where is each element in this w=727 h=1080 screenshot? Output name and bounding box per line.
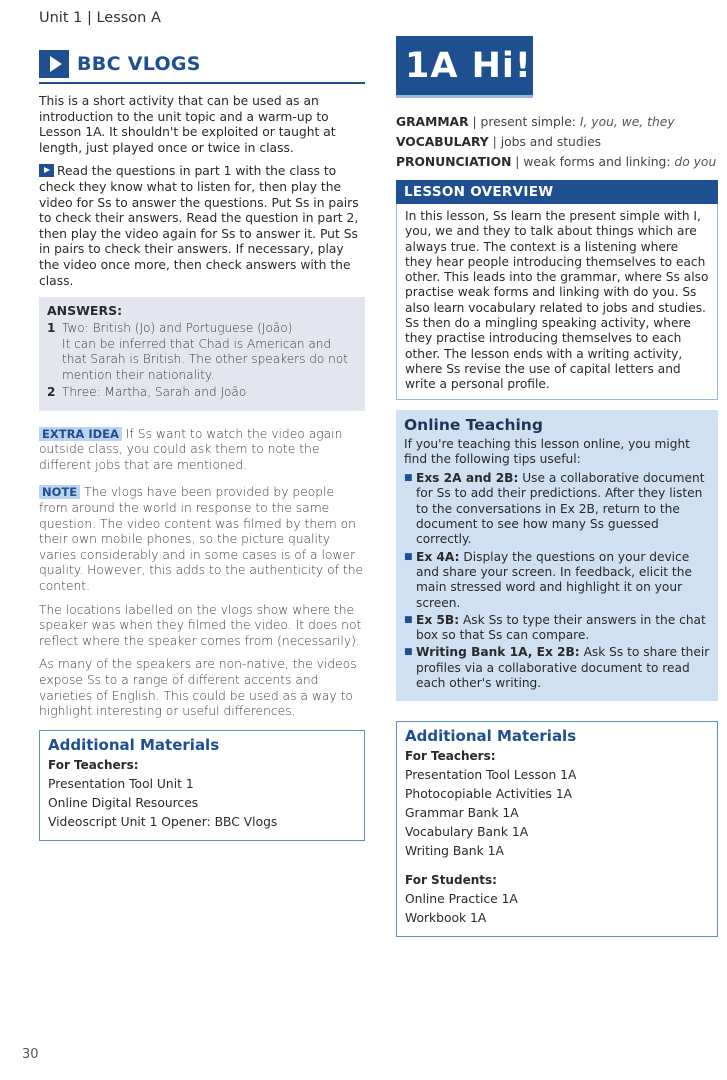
material-item: Online Practice 1A xyxy=(405,892,518,907)
answer-extra: It can be inferred that Chad is American and that Sarah is British. The other speakers do not mention their nationality. xyxy=(62,336,348,382)
speakers-paragraph: As many of the speakers are non-native, the videos expose Ss to a range of different accents and varieties of English. This could be used as a way to highlight interesting or useful differences. xyxy=(39,657,357,719)
square-bullet-icon: ■ xyxy=(404,473,413,484)
heading-rule xyxy=(39,82,365,84)
tip-item xyxy=(404,613,710,644)
grammar-label: GRAMMAR xyxy=(396,115,469,129)
bbc-vlogs-title: BBC VLOGS xyxy=(77,53,201,75)
tip-content xyxy=(416,550,710,611)
for-students-label: For Students: xyxy=(405,873,497,888)
material-item: Online Digital Resources xyxy=(48,795,199,810)
material-item: Vocabulary Bank 1A xyxy=(405,825,529,840)
material-item: Presentation Tool Unit 1 xyxy=(48,776,194,791)
tip-content xyxy=(416,645,710,691)
pron-example: do you xyxy=(674,155,717,169)
square-bullet-icon: ■ xyxy=(404,647,413,658)
lesson-badge: 1A Hi! xyxy=(396,36,533,98)
pron-label: PRONUNCIATION xyxy=(396,155,512,169)
grammar-example: I, you, we, they xyxy=(579,115,675,129)
tip-text: Display the questions on your device and share your screen. In feedback, elicit the main stressed word and highlight it on your screen. xyxy=(416,549,692,610)
note xyxy=(39,485,365,594)
note-tag: NOTE xyxy=(39,485,80,499)
material-item: Writing Bank 1A xyxy=(405,844,504,859)
answer-number: 1 xyxy=(47,321,56,336)
answers-title: ANSWERS: xyxy=(47,303,123,319)
grammar-line xyxy=(396,112,718,132)
vocab-value: jobs and studies xyxy=(500,135,602,149)
tip-label: Writing Bank 1A, Ex 2B: xyxy=(416,645,580,660)
pronunciation-line xyxy=(396,152,718,172)
page-number: 30 xyxy=(22,1047,39,1062)
online-teaching-box xyxy=(396,410,718,702)
answer-line: Two: British (Jo) and Portuguese (João) xyxy=(62,321,293,336)
bbc-instructions-text: Read the questions in part 1 with the class to check they know what to listen for, then play the video for Ss to answer the questions. Put Ss in pairs to check their answers. Read the question in part 2, then play the video again for Ss to answer it. Put Ss in pairs to check their answers. If necessary, play the video once more, then check answers with the class. xyxy=(39,164,359,288)
play-icon xyxy=(39,50,69,78)
lesson-focus xyxy=(396,112,718,172)
tip-text: Ask Ss to type their answers in the chat box so that Ss can compare. xyxy=(416,612,706,643)
divider: | xyxy=(472,115,477,129)
online-teaching-intro: If you're teaching this lesson online, you might find the following tips useful: xyxy=(404,436,690,466)
square-bullet-icon: ■ xyxy=(404,614,413,625)
divider: | xyxy=(515,155,520,169)
left-column xyxy=(39,50,365,841)
material-item: Videoscript Unit 1 Opener: BBC Vlogs xyxy=(48,814,278,829)
lesson-overview-text: In this lesson, Ss learn the present simple with I, you, we and they to talk about things which are always true. The context is a listening where they hear people introducing themselves to each other. This leads into the grammar, where Ss also practise weak forms and linking with do you. Ss also learn vocabulary related to jobs and studies. Ss then do a mingling speaking activity, where they practise introducing themselves to each other. The lesson ends with a writing activity, where Ss revise the use of capital letters and write a personal profile. xyxy=(396,204,718,400)
vocab-label: VOCABULARY xyxy=(396,135,489,149)
additional-materials-title: Additional Materials xyxy=(48,735,220,754)
page-header: Unit 1 | Lesson A xyxy=(39,10,161,26)
vocabulary-line xyxy=(396,132,718,152)
tip-item xyxy=(404,550,710,611)
tip-label: Exs 2A and 2B: xyxy=(416,471,519,486)
additional-materials-title: Additional Materials xyxy=(405,727,577,746)
extra-idea-tag: EXTRA IDEA xyxy=(39,427,122,441)
video-icon xyxy=(39,164,54,177)
tip-label: Ex 5B: xyxy=(416,612,460,627)
material-item: Presentation Tool Lesson 1A xyxy=(405,768,577,783)
tip-item xyxy=(404,471,710,547)
extra-idea-text: If Ss want to watch the video again outside class, you could ask them to note the different jobs that are mentioned. xyxy=(39,426,343,472)
square-bullet-icon: ■ xyxy=(404,551,413,562)
tip-content xyxy=(416,471,710,547)
for-teachers-label: For Teachers: xyxy=(48,757,139,772)
answer-text xyxy=(62,321,357,383)
divider: | xyxy=(492,135,497,149)
extra-idea xyxy=(39,427,365,474)
material-item: Workbook 1A xyxy=(405,911,487,926)
bbc-vlogs-heading xyxy=(39,50,365,78)
pron-value: weak forms and linking: xyxy=(523,155,675,169)
tip-label: Ex 4A: xyxy=(416,549,460,564)
online-teaching-title: Online Teaching xyxy=(404,415,543,434)
answer-number: 2 xyxy=(47,385,56,400)
right-column xyxy=(396,36,718,937)
for-teachers-label: For Teachers: xyxy=(405,749,496,764)
answer-item xyxy=(47,385,357,401)
additional-materials-right xyxy=(396,721,718,937)
tip-item xyxy=(404,645,710,691)
tip-content xyxy=(416,613,710,644)
bbc-instructions xyxy=(39,164,365,289)
locations-paragraph: The locations labelled on the vlogs show where the speaker was when they filmed the video. It does not reflect where the speaker comes from (necessarily). xyxy=(39,602,362,648)
answer-text: Three: Martha, Sarah and João xyxy=(62,385,247,400)
material-item: Photocopiable Activities 1A xyxy=(405,787,573,802)
answers-box xyxy=(39,297,365,411)
note-text: The vlogs have been provided by people from around the world in response to the same question. The video content was filmed by them on their own mobile phones, so the picture quality varies considerably and in some cases is of a lower quality. However, this adds to the authenticity of the content. xyxy=(39,485,364,593)
bbc-intro: This is a short activity that can be used as an introduction to the unit topic and a warm-up to Lesson 1A. It shouldn't be exploited or taught at length, just played once or twice in class. xyxy=(39,94,336,155)
material-item: Grammar Bank 1A xyxy=(405,806,519,821)
lesson-overview-title: LESSON OVERVIEW xyxy=(396,180,718,204)
grammar-value: present simple: xyxy=(480,115,580,129)
tip-text: Use a collaborative document for Ss to add their predictions. After they listen to the conversations in Ex 2B, return to the document to see how many Ss guessed correctly. xyxy=(416,471,705,547)
answer-item xyxy=(47,321,357,383)
tip-text: Ask Ss to share their profiles via a collaborative document to read each other's writing. xyxy=(416,645,710,691)
additional-materials-left xyxy=(39,730,365,841)
